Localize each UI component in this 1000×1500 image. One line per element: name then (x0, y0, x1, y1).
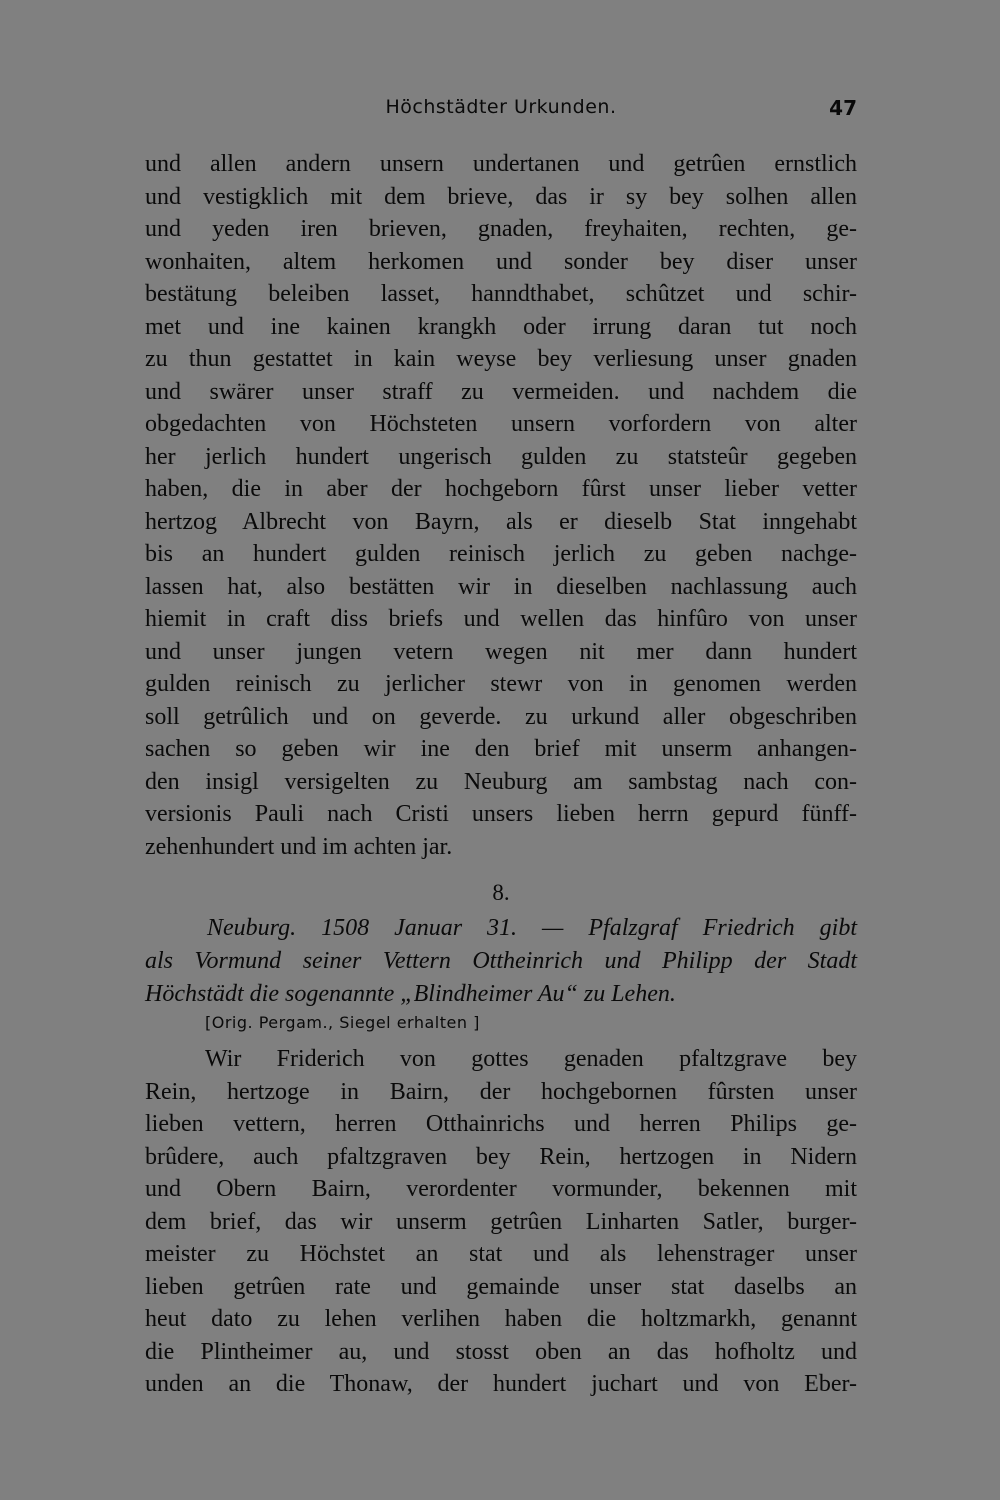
text-line: lieben getrûen rate und gemainde unser stat daselbs an (145, 1273, 857, 1300)
text-line: und unser jungen vetern wegen nit mer dann hundert (145, 638, 857, 665)
text-line: brûdere, auch pfaltzgraven bey Rein, hertzogen in Nidern (145, 1143, 857, 1170)
text-line: lassen hat, also bestätten wir in dieselben nachlassung auch (145, 573, 857, 600)
document-regest (145, 912, 857, 1011)
text-line: lieben vettern, herren Otthainrichs und herren Philips ge- (145, 1111, 857, 1137)
text-line: her jerlich hundert ungerisch gulden zu statsteûr gegeben (145, 443, 857, 470)
text-line: zu thun gestattet in kain weyse bey verliesung unser gnaden (145, 346, 857, 372)
text-line: bestätung beleiben lasset, hanndthabet, schûtzet und schir- (145, 281, 857, 307)
source-note: [Orig. Pergam., Siegel erhalten ] (205, 1013, 480, 1032)
text-line: zehenhundert und im achten jar. (145, 833, 453, 860)
text-line: und yeden iren brieven, gnaden, freyhaiten, rechten, ge- (145, 216, 857, 242)
text-line: heut dato zu lehen verlihen haben die holtzmarkh, genannt (145, 1306, 857, 1332)
text-line: met und ine kainen krangkh oder irrung daran tut noch (145, 313, 857, 340)
regest-line: Neuburg. 1508 Januar 31. — Pfalzgraf Friedrich gibt (207, 915, 857, 941)
document-number: 8. (492, 880, 510, 905)
page-number: 47 (829, 96, 857, 120)
text-line: versionis Pauli nach Cristi unsers lieben herrn gepurd fünff- (145, 801, 857, 827)
text-line: und Obern Bairn, verordenter vormunder, bekennen mit (145, 1176, 857, 1202)
text-line: und allen andern unsern undertanen und getrûen ernstlich (145, 151, 857, 177)
text-line: gulden reinisch zu jerlicher stewr von in genomen werden (145, 671, 857, 697)
text-line: Wir Friderich von gottes genaden pfaltzgrave bey (205, 1046, 857, 1072)
running-title: Höchstädter Urkunden. (385, 96, 617, 118)
text-line: die Plintheimer au, und stosst oben an das hofholtz und (145, 1338, 857, 1365)
regest-line: Höchstädt die sogenannte „Blindheimer Au“ zu Lehen. (145, 981, 676, 1007)
text-line: und vestigklich mit dem brieve, das ir sy bey solhen allen (145, 183, 857, 210)
text-line: meister zu Höchstet an stat und als lehenstrager unser (145, 1241, 857, 1267)
text-line: dem brief, das wir unserm getrûen Linharten Satler, burger- (145, 1208, 857, 1235)
text-line: sachen so geben wir ine den brief mit unserm anhangen- (145, 736, 857, 762)
text-line: wonhaiten, altem herkomen und sonder bey diser unser (145, 248, 857, 275)
text-block-continued (145, 148, 857, 863)
text-line: haben, die in aber der hochgeborn fûrst unser lieber vetter (145, 476, 857, 502)
text-block-charter (145, 1043, 857, 1401)
page-header (145, 96, 857, 126)
text-line: hiemit in craft diss briefs und wellen das hinfûro von unser (145, 606, 857, 632)
text-line: soll getrûlich und on geverde. zu urkund aller obgeschriben (145, 703, 857, 730)
text-line: und swärer unser straff zu vermeiden. und nachdem die (145, 378, 857, 405)
text-line: Rein, hertzoge in Bairn, der hochgebornen fûrsten unser (145, 1078, 857, 1105)
text-line: hertzog Albrecht von Bayrn, als er dieselb Stat inngehabt (145, 508, 857, 535)
text-line: den insigl versigelten zu Neuburg am sambstag nach con- (145, 768, 857, 795)
text-line: unden an die Thonaw, der hundert juchart und von Eber- (145, 1371, 857, 1397)
text-line: obgedachten von Höchsteten unsern vorfordern von alter (145, 411, 857, 437)
regest-line: als Vormund seiner Vettern Ottheinrich und Philipp der Stadt (145, 948, 857, 974)
text-line: bis an hundert gulden reinisch jerlich zu geben nachge- (145, 541, 857, 567)
